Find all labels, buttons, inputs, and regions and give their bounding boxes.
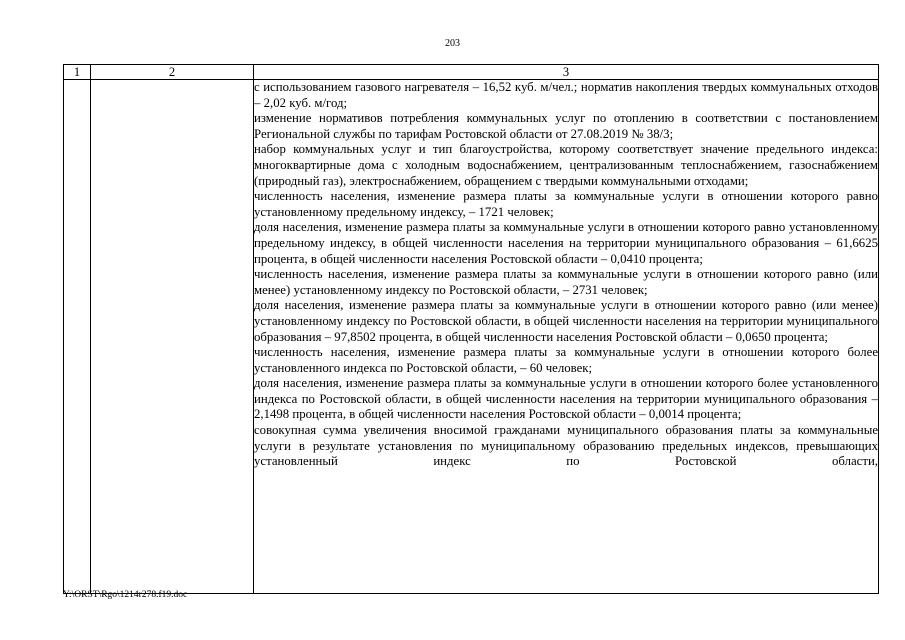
document-table (63, 64, 879, 594)
paragraph: численность населения, изменение размера платы за коммунальные услуги в отношении которого более установленного индекса по Ростовской области, – 60 человек; (254, 345, 878, 375)
paragraph: с использованием газового нагревателя – 16,52 куб. м/чел.; норматив накопления твердых коммунальных отходов – 2,02 куб. м/год; (254, 80, 878, 110)
column-header-2: 2 (91, 65, 254, 80)
paragraph: совокупная сумма увеличения вносимой гражданами муниципального образования платы за коммунальные услуги в результате установления по муниципальному образованию предельных индексов, превышающих установленный индекс по Ростовской области, (254, 423, 878, 469)
empty-cell-col1 (64, 80, 91, 594)
paragraph: набор коммунальных услуг и тип благоустройства, которому соответствует значение предельного индекса: многоквартирные дома с холодным водоснабжением, централизованным теплоснабжением, газоснабжением (природный газ), электроснабжением, обращением с твердыми коммунальными отходами; (254, 142, 878, 188)
paragraph: доля населения, изменение размера платы за коммунальные услуги в отношении которого равно установленному предельному индексу, в общей численности населения на территории муниципального образования – 61,6625 процента, в общей численности населения Ростовской области – 0,0410 процента; (254, 220, 878, 266)
paragraph: доля населения, изменение размера платы за коммунальные услуги в отношении которого равно (или менее) установленному индексу по Ростовской области, в общей численности населения на территории муниципального образования – 97,8502 процента, в общей численности населения Ростовской области – 0,0650 процента; (254, 298, 878, 344)
paragraph: доля населения, изменение размера платы за коммунальные услуги в отношении которого более установленного индекса по Ростовской области, в общей численности населения на территории муниципального образования – 2,1498 процента, в общей численности населения Ростовской области – 0,0014 процента; (254, 376, 878, 422)
table-header-row (64, 65, 879, 80)
file-path-footer: Y:\ORST\Rgo\1214r278.f19.doc (63, 590, 188, 600)
paragraph: изменение нормативов потребления коммунальных услуг по отоплению в соответствии с постановлением Региональной службы по тарифам Ростовской области от 27.08.2019 № 38/3; (254, 111, 878, 141)
paragraph: численность населения, изменение размера платы за коммунальные услуги в отношении которого равно установленному предельному индексу, – 1721 человек; (254, 189, 878, 219)
page-number: 203 (445, 38, 460, 49)
table-row (64, 80, 879, 594)
column-header-1: 1 (64, 65, 91, 80)
column-header-3: 3 (254, 65, 879, 80)
empty-cell-col2 (91, 80, 254, 594)
text-cell (254, 80, 879, 594)
paragraph: численность населения, изменение размера платы за коммунальные услуги в отношении которого равно (или менее) установленному индексу по Ростовской области, – 2731 человек; (254, 267, 878, 297)
